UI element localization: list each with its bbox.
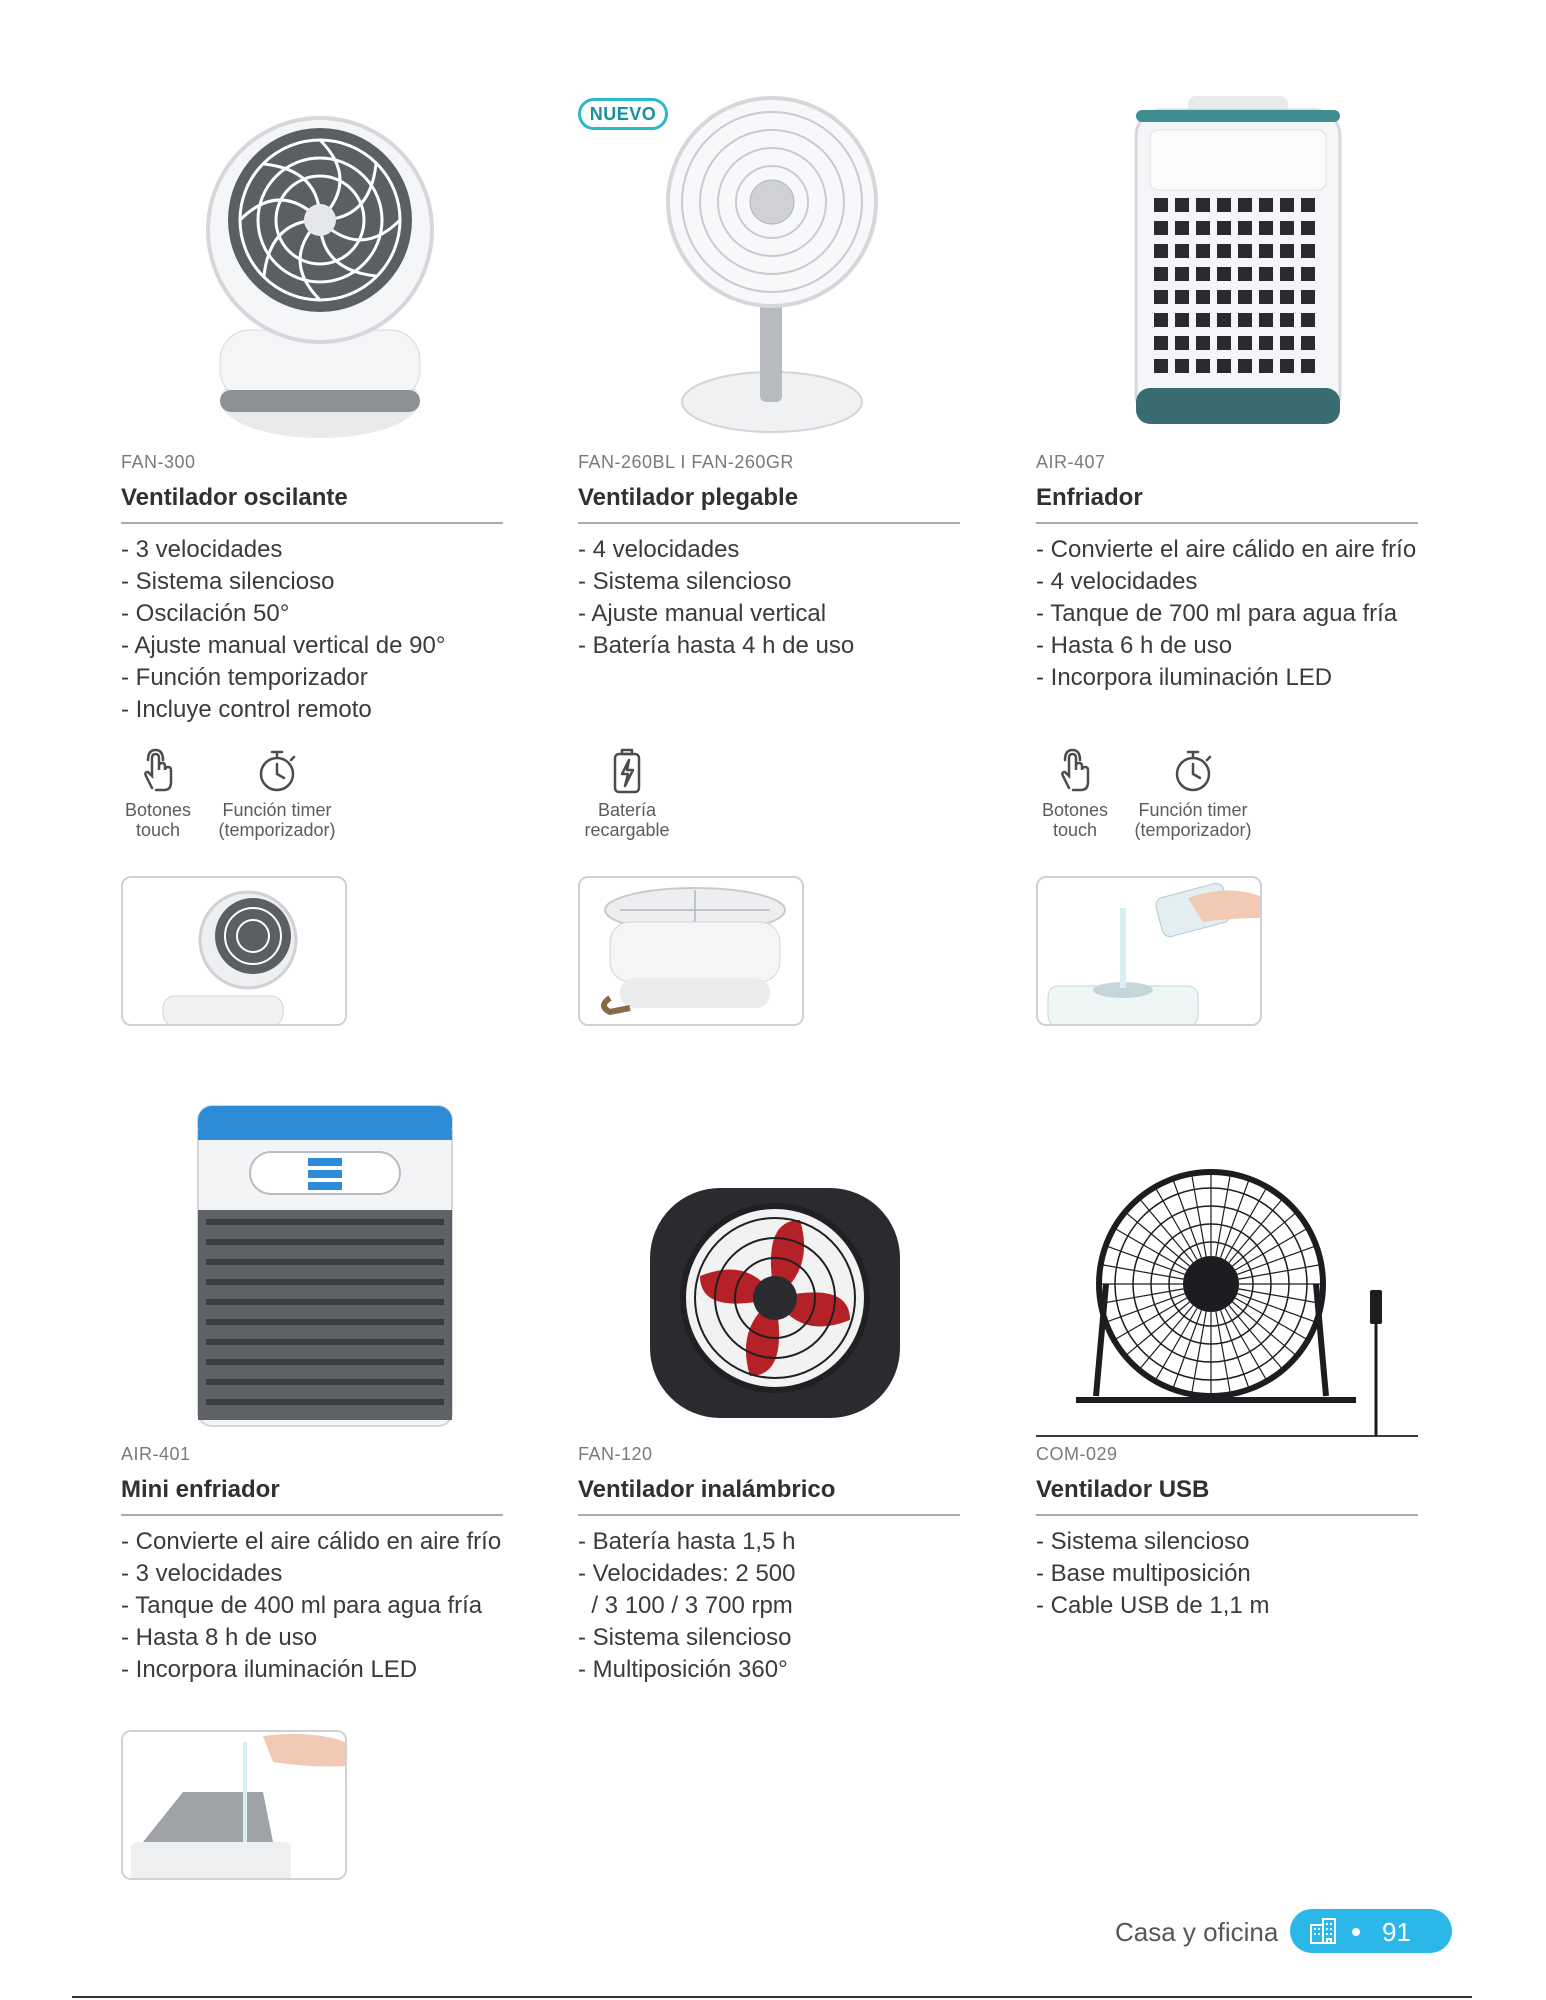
feature-item: - 3 velocidades bbox=[121, 536, 283, 563]
stopwatch-icon bbox=[256, 748, 298, 794]
product-image-fan-260 bbox=[660, 92, 880, 447]
feature-icon-label: Función timer (temporizador) bbox=[1134, 800, 1252, 840]
product-title: Ventilador USB bbox=[1036, 1476, 1210, 1503]
title-divider bbox=[121, 522, 503, 524]
feature-item: - Incorpora iluminación LED bbox=[121, 1656, 418, 1683]
feature-item: - Cable USB de 1,1 m bbox=[1036, 1592, 1270, 1619]
page-number-pill bbox=[1290, 1909, 1452, 1953]
feature-icon-label: Botones touch bbox=[1041, 800, 1109, 840]
feature-item: - Sistema silencioso bbox=[121, 568, 335, 595]
title-divider bbox=[1036, 1514, 1418, 1516]
feature-item: - Velocidades: 2 500 bbox=[578, 1560, 796, 1587]
detail-thumbnail bbox=[121, 876, 347, 1026]
product-title: Enfriador bbox=[1036, 484, 1143, 511]
feature-item: - Tanque de 700 ml para agua fría bbox=[1036, 600, 1398, 627]
battery-charge-icon bbox=[610, 748, 644, 794]
feature-item: - Multiposición 360° bbox=[578, 1656, 788, 1683]
new-badge: NUEVO bbox=[578, 98, 668, 130]
page-bottom-rule bbox=[72, 1996, 1472, 1998]
product-image-fan-120 bbox=[640, 1180, 910, 1435]
title-divider bbox=[578, 522, 960, 524]
feature-list bbox=[578, 534, 854, 662]
feature-icon-label: Batería recargable bbox=[584, 800, 670, 840]
feature-item: - 4 velocidades bbox=[578, 536, 740, 563]
feature-timer bbox=[1128, 748, 1258, 840]
building-icon bbox=[1308, 1917, 1338, 1945]
page-number: 91 bbox=[1382, 1917, 1411, 1947]
product-sku: FAN-260BL I FAN-260GR bbox=[578, 452, 794, 472]
feature-item: - Incluye control remoto bbox=[121, 696, 372, 723]
feature-item: - Ajuste manual vertical bbox=[578, 600, 827, 627]
detail-thumbnail bbox=[121, 1730, 347, 1880]
product-title: Ventilador plegable bbox=[578, 484, 799, 511]
product-sku: FAN-300 bbox=[121, 452, 196, 472]
feature-item: / 3 100 / 3 700 rpm bbox=[578, 1592, 793, 1619]
feature-item: - Sistema silencioso bbox=[578, 1624, 792, 1651]
feature-list bbox=[1036, 1526, 1269, 1622]
feature-timer bbox=[212, 748, 342, 840]
separator-dot bbox=[1352, 1928, 1360, 1936]
feature-item: - Base multiposición bbox=[1036, 1560, 1251, 1587]
product-sku: AIR-401 bbox=[121, 1444, 191, 1464]
title-divider bbox=[578, 1514, 960, 1516]
feature-list bbox=[1036, 534, 1416, 694]
feature-item: - Batería hasta 4 h de uso bbox=[578, 632, 855, 659]
feature-list bbox=[578, 1526, 796, 1686]
product-image-fan-300 bbox=[200, 100, 440, 445]
feature-item: - Convierte el aire cálido en aire frío bbox=[121, 1528, 502, 1555]
feature-item: - Batería hasta 1,5 h bbox=[578, 1528, 796, 1555]
feature-rechargeable-battery bbox=[562, 748, 692, 840]
feature-list bbox=[121, 534, 445, 726]
feature-item: - Sistema silencioso bbox=[578, 568, 792, 595]
feature-item: - Hasta 8 h de uso bbox=[121, 1624, 318, 1651]
feature-icon-label: Botones touch bbox=[124, 800, 192, 840]
product-image-air-401 bbox=[190, 1100, 460, 1435]
touch-hand-icon bbox=[1055, 748, 1095, 794]
product-image-com-029 bbox=[1036, 1160, 1426, 1445]
feature-item: - Incorpora iluminación LED bbox=[1036, 664, 1333, 691]
product-sku: FAN-120 bbox=[578, 1444, 653, 1464]
section-label: Casa y oficina bbox=[1115, 1917, 1279, 1947]
touch-hand-icon bbox=[138, 748, 178, 794]
feature-item: - Oscilación 50° bbox=[121, 600, 290, 627]
product-image-air-407 bbox=[1128, 92, 1348, 447]
product-title: Ventilador oscilante bbox=[121, 484, 348, 511]
stopwatch-icon bbox=[1172, 748, 1214, 794]
detail-thumbnail bbox=[578, 876, 804, 1026]
product-sku: COM-029 bbox=[1036, 1444, 1118, 1464]
feature-item: - Tanque de 400 ml para agua fría bbox=[121, 1592, 483, 1619]
feature-item: - 4 velocidades bbox=[1036, 568, 1198, 595]
feature-item: - Función temporizador bbox=[121, 664, 368, 691]
feature-item: - Convierte el aire cálido en aire frío bbox=[1036, 536, 1417, 563]
product-title: Mini enfriador bbox=[121, 1476, 280, 1503]
feature-icon-label: Función timer (temporizador) bbox=[218, 800, 336, 840]
feature-touch-buttons bbox=[93, 748, 223, 840]
product-sku: AIR-407 bbox=[1036, 452, 1106, 472]
feature-touch-buttons bbox=[1010, 748, 1140, 840]
feature-item: - Ajuste manual vertical de 90° bbox=[121, 632, 446, 659]
feature-item: - Hasta 6 h de uso bbox=[1036, 632, 1233, 659]
feature-item: - Sistema silencioso bbox=[1036, 1528, 1250, 1555]
product-title: Ventilador inalámbrico bbox=[578, 1476, 836, 1503]
title-divider bbox=[1036, 522, 1418, 524]
feature-item: - 3 velocidades bbox=[121, 1560, 283, 1587]
detail-thumbnail bbox=[1036, 876, 1262, 1026]
feature-list bbox=[121, 1526, 501, 1686]
title-divider bbox=[121, 1514, 503, 1516]
